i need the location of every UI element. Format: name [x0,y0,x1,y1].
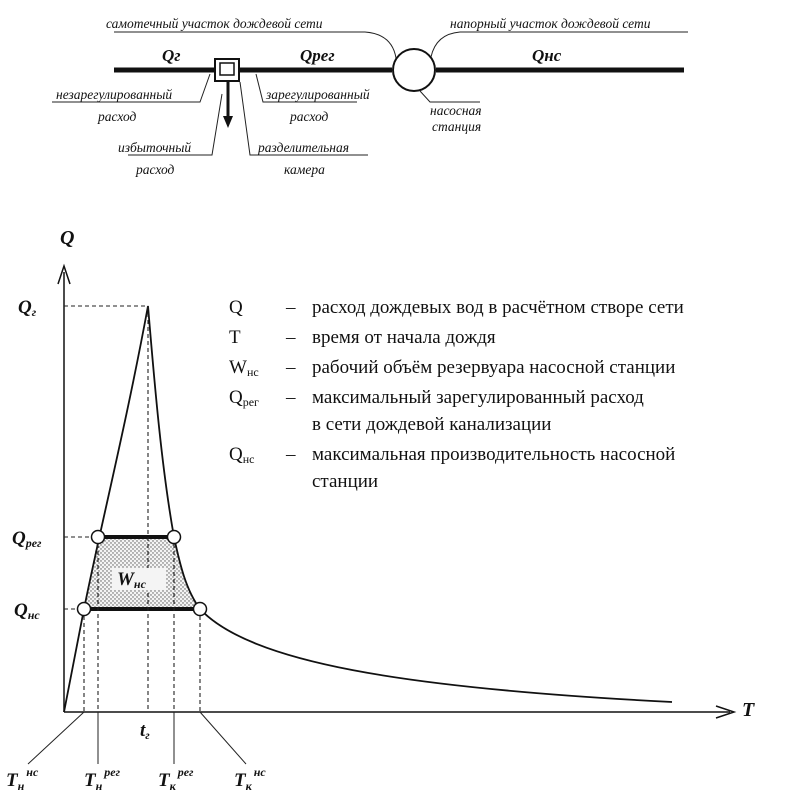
t-peak-label: tг [140,720,150,742]
legend-dash: – [286,327,296,348]
t-end-pump-leader [200,712,246,764]
legend-item [229,444,675,492]
legend-symbol: Q [229,297,243,318]
chamber-label-line2: камера [284,162,325,177]
pump-station-circle [393,49,435,91]
t-start-pump-leader [28,712,84,764]
legend-text: максимальная производительность насосной [312,444,676,465]
chamber-label-line1: разделительная [258,140,350,155]
pump-station-label-line2: станция [432,119,482,134]
legend-dash: – [286,357,296,378]
excess-label-line1: избыточный [118,140,192,155]
regulated-label-line2: расход [290,109,329,124]
flow-unregulated-symbol: Qг [162,46,181,65]
network-scheme [52,16,688,177]
t-end-pump-label: $T_к^{нс}$ [234,765,266,793]
t-end-reg-label: $T_к^{рег}$ [158,765,194,793]
legend-text: рабочий объём резервуара насосной станции [312,357,676,378]
pump-station-label-line1: насосная [430,103,482,118]
q-reg-label: Qрег [12,528,42,550]
legend [229,297,684,492]
legend-symbol: Qрег [229,387,259,409]
legend-text-line2: в сети дождевой канализации [312,414,552,435]
legend-dash: – [286,387,296,408]
point-reg-end [168,531,181,544]
excess-label-line2: расход [136,162,175,177]
gravity-section-label: самотечный участок дождевой сети [106,16,323,31]
point-pump-end [194,603,207,616]
legend-text-line2: станции [312,471,379,492]
legend-dash: – [286,297,296,318]
y-axis-label: Q [60,227,75,249]
x-axis-label: T [742,699,755,721]
legend-symbol: Wнс [229,357,259,379]
legend-item [229,357,675,379]
legend-text: время от начала дождя [312,327,496,348]
separation-chamber-inner [220,63,234,75]
point-pump-start [78,603,91,616]
legend-dash: – [286,444,296,465]
t-start-pump-label: $T_н^{нс}$ [6,765,39,793]
legend-item [229,387,644,435]
gravity-section-leader [114,32,396,58]
unregulated-label-line1: незарегулированный [56,87,173,102]
flow-regulated-symbol: Qрег [300,46,335,65]
t-start-reg-label: $T_н^{рег}$ [84,765,121,793]
excess-flow-arrow [223,116,233,128]
flow-pump-symbol: Qнс [532,46,562,65]
q-peak-label: Qг [18,297,37,319]
unregulated-label-line2: расход [98,109,137,124]
legend-item [229,297,684,318]
legend-symbol: T [229,327,241,348]
legend-item [229,327,496,348]
pressure-section-label: напорный участок дождевой сети [450,16,651,31]
pump-station-leader [420,91,480,102]
volume-label: Wнс [117,569,146,591]
legend-text: расход дождевых вод в расчётном створе сети [312,297,684,318]
legend-symbol: Qнс [229,444,255,466]
q-pump-label: Qнс [14,600,40,622]
regulated-label-line1: зарегулированный [266,87,370,102]
point-reg-start [92,531,105,544]
legend-text: максимальный зарегулированный расход [312,387,644,408]
